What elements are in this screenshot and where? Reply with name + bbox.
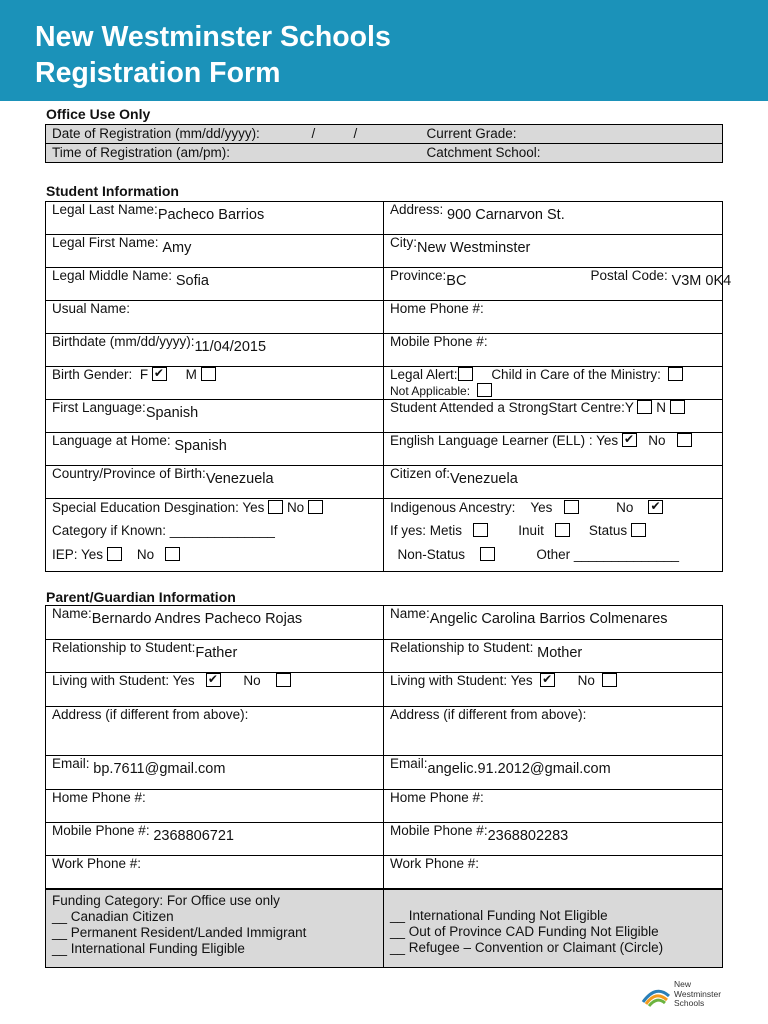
child-in-care-checkbox[interactable] bbox=[668, 367, 683, 381]
time-of-registration-label: Time of Registration (am/pm): bbox=[52, 145, 231, 160]
ell-no-checkbox[interactable] bbox=[677, 433, 692, 447]
sped-yes-checkbox[interactable] bbox=[268, 500, 283, 514]
funding-option[interactable]: __ International Funding Not Eligible bbox=[390, 908, 608, 923]
birth-gender-label: Birth Gender: bbox=[52, 367, 133, 382]
inuit-checkbox[interactable] bbox=[555, 523, 570, 537]
guardian2-email-label: Email: bbox=[390, 756, 428, 771]
current-grade-label: Current Grade: bbox=[426, 126, 517, 141]
guardian2-living-no-checkbox[interactable] bbox=[602, 673, 617, 687]
city-label: City: bbox=[390, 235, 417, 250]
citizen-of-field[interactable] bbox=[384, 466, 723, 499]
iep-yes-label: IEP: Yes bbox=[52, 547, 104, 562]
indigenous-no-checkbox-checked[interactable] bbox=[648, 500, 663, 514]
guardian2-email-field[interactable] bbox=[384, 756, 723, 790]
guardian2-relationship-field[interactable] bbox=[384, 640, 723, 673]
sped-no-label: No bbox=[286, 500, 305, 515]
legal-alert-label: Legal Alert: bbox=[390, 367, 458, 382]
guardian2-living-no-label: No bbox=[577, 673, 595, 688]
catchment-school-cell[interactable] bbox=[421, 144, 723, 163]
guardian-section-title: Parent/Guardian Information bbox=[46, 589, 236, 605]
province-field[interactable] bbox=[384, 268, 732, 301]
other-field[interactable]: Other ______________ bbox=[536, 547, 679, 562]
birth-gender-field bbox=[46, 367, 384, 400]
language-at-home-field[interactable] bbox=[46, 433, 384, 466]
category-if-known[interactable]: Category if Known: ______________ bbox=[52, 523, 275, 538]
province-label: Province: bbox=[390, 268, 447, 283]
funding-option[interactable]: __ Permanent Resident/Landed Immigrant bbox=[52, 925, 307, 940]
current-grade-cell[interactable] bbox=[421, 125, 723, 144]
postal-code-value: V3M 0K4 bbox=[671, 273, 732, 289]
logo-line3: Schools bbox=[674, 998, 705, 1008]
usual-name-label: Usual Name: bbox=[52, 301, 131, 316]
not-applicable-label: Not Applicable: bbox=[390, 384, 471, 398]
address-field[interactable] bbox=[384, 202, 723, 235]
header-title-line1: New Westminster Schools bbox=[35, 21, 391, 53]
guardian1-home-phone-field[interactable] bbox=[46, 790, 384, 823]
strongstart-field bbox=[384, 400, 723, 433]
special-education-field bbox=[46, 499, 384, 572]
time-of-registration-cell[interactable] bbox=[46, 144, 421, 163]
citizen-of-label: Citizen of: bbox=[390, 466, 451, 481]
postal-code-field[interactable] bbox=[590, 268, 732, 289]
gender-m-checkbox[interactable] bbox=[201, 367, 216, 381]
first-language-value: Spanish bbox=[145, 405, 199, 421]
funding-left-cell bbox=[46, 890, 384, 968]
strongstart-y-label: Y bbox=[624, 400, 634, 415]
guardian1-work-phone-field[interactable] bbox=[46, 856, 384, 889]
legal-first-name-value: Amy bbox=[162, 240, 192, 256]
first-language-label: First Language: bbox=[52, 400, 146, 415]
guardian1-address-field[interactable] bbox=[46, 707, 384, 756]
student-mobile-phone-field[interactable] bbox=[384, 334, 723, 367]
funding-option[interactable]: __ International Funding Eligible bbox=[52, 941, 245, 956]
date-of-registration-label: Date of Registration (mm/dd/yyyy): bbox=[52, 126, 260, 141]
guardian2-address-label: Address (if different from above): bbox=[390, 707, 587, 722]
guardian1-mobile-phone-label: Mobile Phone #: bbox=[52, 823, 150, 838]
legal-last-name-label: Legal Last Name: bbox=[52, 202, 158, 217]
guardian2-relationship-value: Mother bbox=[537, 645, 583, 661]
guardian2-work-phone-label: Work Phone #: bbox=[390, 856, 480, 871]
logo-line1: New bbox=[674, 979, 692, 989]
guardian1-living-no-checkbox[interactable] bbox=[276, 673, 291, 687]
guardian1-mobile-phone-field[interactable] bbox=[46, 823, 384, 856]
non-status-checkbox[interactable] bbox=[480, 547, 495, 561]
guardian1-email-field[interactable] bbox=[46, 756, 384, 790]
guardian-table bbox=[45, 605, 723, 889]
guardian2-work-phone-field[interactable] bbox=[384, 856, 723, 889]
guardian1-relationship-label: Relationship to Student: bbox=[52, 640, 196, 655]
guardian2-name-value: Angelic Carolina Barrios Colmenares bbox=[429, 611, 668, 627]
sped-no-checkbox[interactable] bbox=[308, 500, 323, 514]
student-home-phone-field[interactable] bbox=[384, 301, 723, 334]
guardian1-mobile-phone-value: 2368806721 bbox=[153, 828, 234, 844]
legal-alert-checkbox[interactable] bbox=[458, 367, 473, 381]
sped-yes-label: Special Education Desgination: Yes bbox=[52, 500, 265, 515]
language-at-home-value: Spanish bbox=[174, 438, 227, 454]
iep-yes-checkbox[interactable] bbox=[107, 547, 122, 561]
guardian2-living-yes-checkbox-checked[interactable] bbox=[540, 673, 555, 687]
guardian1-relationship-value: Father bbox=[195, 645, 238, 661]
legal-first-name-field[interactable] bbox=[46, 235, 384, 268]
gender-f-label: F bbox=[139, 367, 149, 382]
legal-last-name-value: Pacheco Barrios bbox=[157, 207, 265, 223]
postal-code-label: Postal Code: bbox=[590, 268, 668, 283]
funding-option[interactable]: __ Out of Province CAD Funding Not Eligible bbox=[390, 924, 659, 939]
guardian1-address-label: Address (if different from above): bbox=[52, 707, 249, 722]
guardian1-home-phone-label: Home Phone #: bbox=[52, 790, 146, 805]
guardian1-name-field[interactable] bbox=[46, 606, 384, 640]
birthdate-label: Birthdate (mm/dd/yyyy): bbox=[52, 334, 195, 349]
birthdate-value: 11/04/2015 bbox=[194, 339, 267, 355]
strongstart-n-label: N bbox=[656, 400, 666, 415]
guardian2-name-field[interactable] bbox=[384, 606, 723, 640]
ell-yes-label: English Language Learner (ELL) : Yes bbox=[390, 433, 619, 448]
date-slash-2: / bbox=[353, 126, 358, 141]
citizen-of-value: Venezuela bbox=[450, 471, 518, 487]
guardian2-email-value: angelic.91.2012@gmail.com bbox=[427, 761, 611, 777]
new-westminster-schools-logo bbox=[640, 980, 735, 1014]
funding-option[interactable]: __ Canadian Citizen bbox=[52, 909, 174, 924]
date-of-registration-cell[interactable] bbox=[46, 125, 421, 144]
iep-no-checkbox[interactable] bbox=[165, 547, 180, 561]
usual-name-field[interactable] bbox=[46, 301, 384, 334]
city-value: New Westminster bbox=[417, 240, 531, 256]
iep-no-label: No bbox=[136, 547, 155, 562]
guardian1-living-yes-label: Living with Student: Yes bbox=[52, 673, 195, 688]
address-value: 900 Carnarvon St. bbox=[447, 207, 565, 223]
child-in-care-label: Child in Care of the Ministry: bbox=[491, 367, 661, 382]
guardian2-living-yes-label: Living with Student: Yes bbox=[390, 673, 533, 688]
guardian1-email-label: Email: bbox=[52, 756, 90, 771]
non-status-label: Non-Status bbox=[397, 547, 466, 562]
legal-middle-name-label: Legal Middle Name: bbox=[52, 268, 173, 283]
status-label: Status bbox=[588, 523, 628, 538]
guardian2-home-phone-field[interactable] bbox=[384, 790, 723, 823]
guardian1-email-value: bp.7611@gmail.com bbox=[93, 761, 226, 777]
student-home-phone-label: Home Phone #: bbox=[390, 301, 484, 316]
strongstart-n-checkbox[interactable] bbox=[670, 400, 685, 414]
guardian1-name-value: Bernardo Andres Pacheco Rojas bbox=[91, 611, 303, 627]
guardian2-address-field[interactable] bbox=[384, 707, 723, 756]
guardian2-relationship-label: Relationship to Student: bbox=[390, 640, 534, 655]
inuit-label: Inuit bbox=[518, 523, 544, 538]
office-table bbox=[45, 124, 723, 163]
funding-title: Funding Category: For Office use only bbox=[52, 893, 280, 908]
legal-middle-name-field[interactable] bbox=[46, 268, 384, 301]
indigenous-ancestry-field bbox=[384, 499, 723, 572]
indigenous-yes-label: Yes bbox=[530, 500, 553, 515]
ell-no-label: No bbox=[648, 433, 666, 448]
strongstart-label: Student Attended a StrongStart Centre: bbox=[390, 400, 625, 415]
catchment-school-label: Catchment School: bbox=[426, 145, 541, 160]
metis-checkbox[interactable] bbox=[473, 523, 488, 537]
student-mobile-phone-label: Mobile Phone #: bbox=[390, 334, 488, 349]
country-of-birth-value: Venezuela bbox=[205, 471, 274, 487]
date-slash-1: / bbox=[311, 126, 316, 141]
student-section-title: Student Information bbox=[46, 183, 179, 199]
address-label: Address: bbox=[390, 202, 444, 217]
legal-alert-field bbox=[384, 367, 723, 400]
funding-right-cell bbox=[384, 890, 723, 968]
indigenous-no-label: No bbox=[616, 500, 634, 515]
legal-first-name-label: Legal First Name: bbox=[52, 235, 159, 250]
country-of-birth-field[interactable] bbox=[46, 466, 384, 499]
guardian1-name-label: Name: bbox=[52, 606, 92, 621]
guardian2-mobile-phone-field[interactable] bbox=[384, 823, 723, 856]
guardian2-name-label: Name: bbox=[390, 606, 430, 621]
guardian1-work-phone-label: Work Phone #: bbox=[52, 856, 142, 871]
guardian2-mobile-phone-value: 2368802283 bbox=[487, 828, 569, 844]
guardian2-living-field bbox=[384, 673, 723, 707]
metis-label: If yes: Metis bbox=[390, 523, 463, 538]
funding-option[interactable]: __ Refugee – Convention or Claimant (Circle) bbox=[390, 940, 664, 955]
first-language-field[interactable] bbox=[46, 400, 384, 433]
guardian1-living-field bbox=[46, 673, 384, 707]
strongstart-y-checkbox[interactable] bbox=[637, 400, 652, 414]
legal-last-name-field[interactable] bbox=[46, 202, 384, 235]
gender-m-label: M bbox=[185, 367, 197, 382]
guardian1-living-no-label: No bbox=[243, 673, 261, 688]
guardian1-relationship-field[interactable] bbox=[46, 640, 384, 673]
guardian1-living-yes-checkbox-checked[interactable] bbox=[206, 673, 221, 687]
birthdate-field[interactable] bbox=[46, 334, 384, 367]
province-value: BC bbox=[446, 273, 467, 289]
funding-table bbox=[45, 889, 723, 968]
guardian2-mobile-phone-label: Mobile Phone #: bbox=[390, 823, 488, 838]
page-header bbox=[0, 0, 768, 101]
legal-middle-name-value: Sofia bbox=[175, 273, 209, 289]
student-table bbox=[45, 201, 732, 572]
indigenous-label: Indigenous Ancestry: bbox=[390, 500, 516, 515]
logo-line2: Westminster bbox=[674, 988, 722, 999]
ell-field bbox=[384, 433, 723, 466]
guardian2-home-phone-label: Home Phone #: bbox=[390, 790, 484, 805]
office-section-title: Office Use Only bbox=[46, 106, 151, 122]
city-field[interactable] bbox=[384, 235, 723, 268]
header-title-line2: Registration Form bbox=[35, 57, 281, 89]
gender-f-checkbox-checked[interactable] bbox=[152, 367, 167, 381]
logo-text bbox=[674, 980, 721, 1009]
not-applicable-checkbox[interactable] bbox=[477, 383, 492, 397]
indigenous-yes-checkbox[interactable] bbox=[564, 500, 579, 514]
ell-yes-checkbox-checked[interactable] bbox=[622, 433, 637, 447]
status-checkbox[interactable] bbox=[631, 523, 646, 537]
country-of-birth-label: Country/Province of Birth: bbox=[52, 466, 206, 481]
logo-arcs-icon bbox=[640, 980, 672, 1010]
language-at-home-label: Language at Home: bbox=[52, 433, 171, 448]
